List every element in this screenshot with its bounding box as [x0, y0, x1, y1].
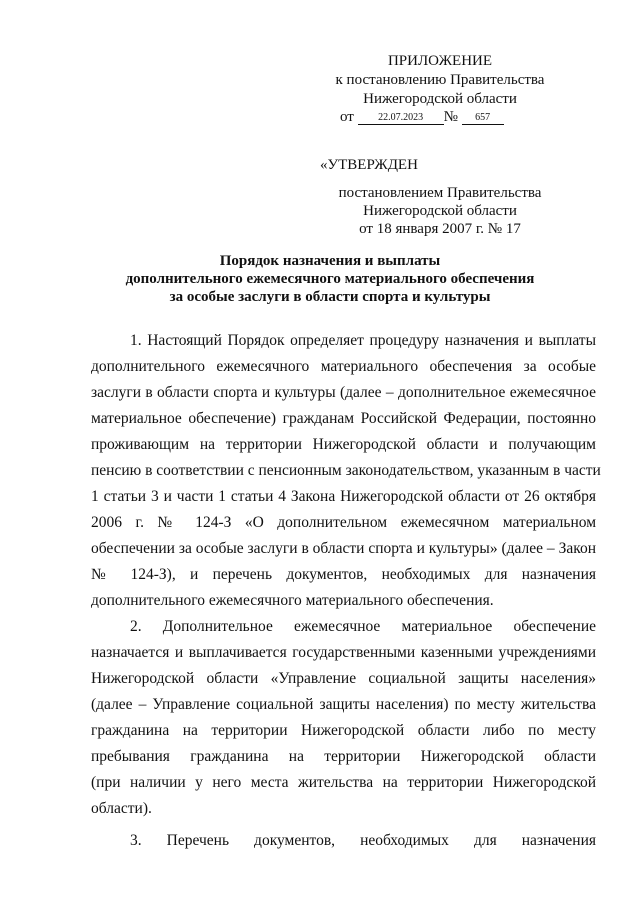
body-line: (далее – Управление социальной защиты населения) по месту жительства: [91, 696, 596, 713]
body-line: заслуги в области спорта и культуры (далее – дополнительное ежемесячное: [91, 384, 596, 401]
number-value: 657: [462, 112, 504, 125]
date-value: 22.07.2023: [358, 112, 444, 125]
body-line: пребывания гражданина на территории Нижегородской области: [91, 748, 596, 765]
body-line: дополнительного ежемесячного материального обеспечения.: [91, 592, 494, 609]
body-line: материальное обеспечение) гражданам Российской Федерации, постоянно: [91, 410, 596, 427]
body-line: пенсию в соответствии с пенсионным законодательством, указанным в части: [91, 462, 601, 479]
body-line: назначается и выплачивается государственными казенными учреждениями: [91, 644, 596, 661]
approval-line-1: постановлением Правительства: [338, 185, 542, 201]
appendix-line-1: к постановлению Правительства: [335, 72, 545, 88]
approved-label: «УТВЕРЖДЕН: [320, 157, 418, 173]
title-line-2: дополнительного ежемесячного материального обеспечения: [125, 271, 535, 287]
body-line: (при наличии у него места жительства на территории Нижегородской: [91, 774, 596, 791]
body-line: проживающим на территории Нижегородской области и получающим: [91, 436, 596, 453]
body-line: области).: [91, 800, 152, 817]
title-line-3: за особые заслуги в области спорта и культуры: [169, 289, 491, 305]
body-line: обеспечении за особые заслуги в области спорта и культуры» (далее – Закон: [91, 540, 596, 557]
body-line: 2. Дополнительное ежемесячное материальное обеспечение: [130, 618, 596, 635]
body-line: 2006 г. № 124-З «О дополнительном ежемесячном материальном: [91, 514, 596, 531]
body-line: 3. Перечень документов, необходимых для назначения: [130, 832, 596, 849]
title-line-1: Порядок назначения и выплаты: [219, 253, 441, 269]
body-line: гражданина на территории Нижегородской области либо по месту: [91, 722, 596, 739]
body-line: 1 статьи 3 и части 1 статьи 4 Закона Нижегородской области от 26 октября: [91, 488, 596, 505]
approval-line-3: от 18 января 2007 г. № 17: [359, 221, 521, 237]
approval-line-2: Нижегородской области: [363, 203, 517, 219]
appendix-title: ПРИЛОЖЕНИЕ: [387, 53, 493, 69]
body-line: 1. Настоящий Порядок определяет процедуру назначения и выплаты: [130, 332, 596, 349]
appendix-line-2: Нижегородской области: [363, 91, 517, 107]
date-prefix: от: [340, 109, 354, 125]
appendix-date-line: [340, 108, 540, 127]
number-sign: №: [443, 109, 458, 125]
body-line: № 124-З), и перечень документов, необходимых для назначения: [91, 566, 596, 583]
body-line: дополнительного ежемесячного материального обеспечения за особые: [91, 358, 596, 375]
body-line: Нижегородской области «Управление социальной защиты населения»: [91, 670, 596, 687]
